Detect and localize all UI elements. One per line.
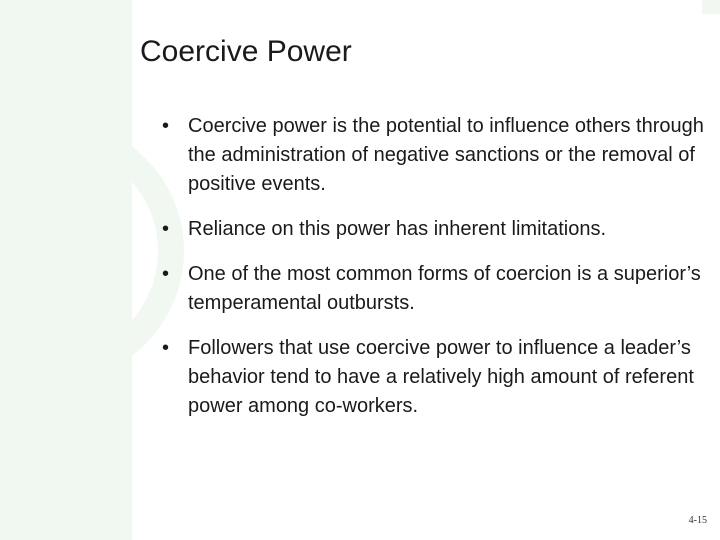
bullet-text: Followers that use coercive power to influence a leader’s behavior tend to have a relatively high amount of referent power among co-workers. [188, 337, 694, 417]
page-number: 4-15 [688, 515, 707, 526]
bullet-text: Reliance on this power has inherent limitations. [188, 218, 606, 240]
bullet-text: is the potential to influence others through the administration of negative sanctions or the removal of positive events. [188, 115, 704, 195]
bullet-item [160, 112, 708, 199]
bullet-lead-text: Coercive power [188, 115, 327, 137]
bullet-marker: • [162, 337, 170, 359]
bullet-item [160, 334, 708, 421]
bullet-item [160, 260, 708, 318]
decorative-ring [0, 120, 184, 382]
bullet-marker: • [162, 115, 170, 137]
slide-title: Coercive Power [140, 35, 352, 68]
bullet-marker: • [162, 218, 170, 240]
bullet-item [160, 215, 708, 244]
bullet-marker: • [162, 263, 170, 285]
bullet-text: One of the most common forms of coercion is a superior’s temperamental outbursts. [188, 263, 701, 314]
corner-decoration [702, 0, 720, 14]
bullet-list [160, 112, 708, 437]
